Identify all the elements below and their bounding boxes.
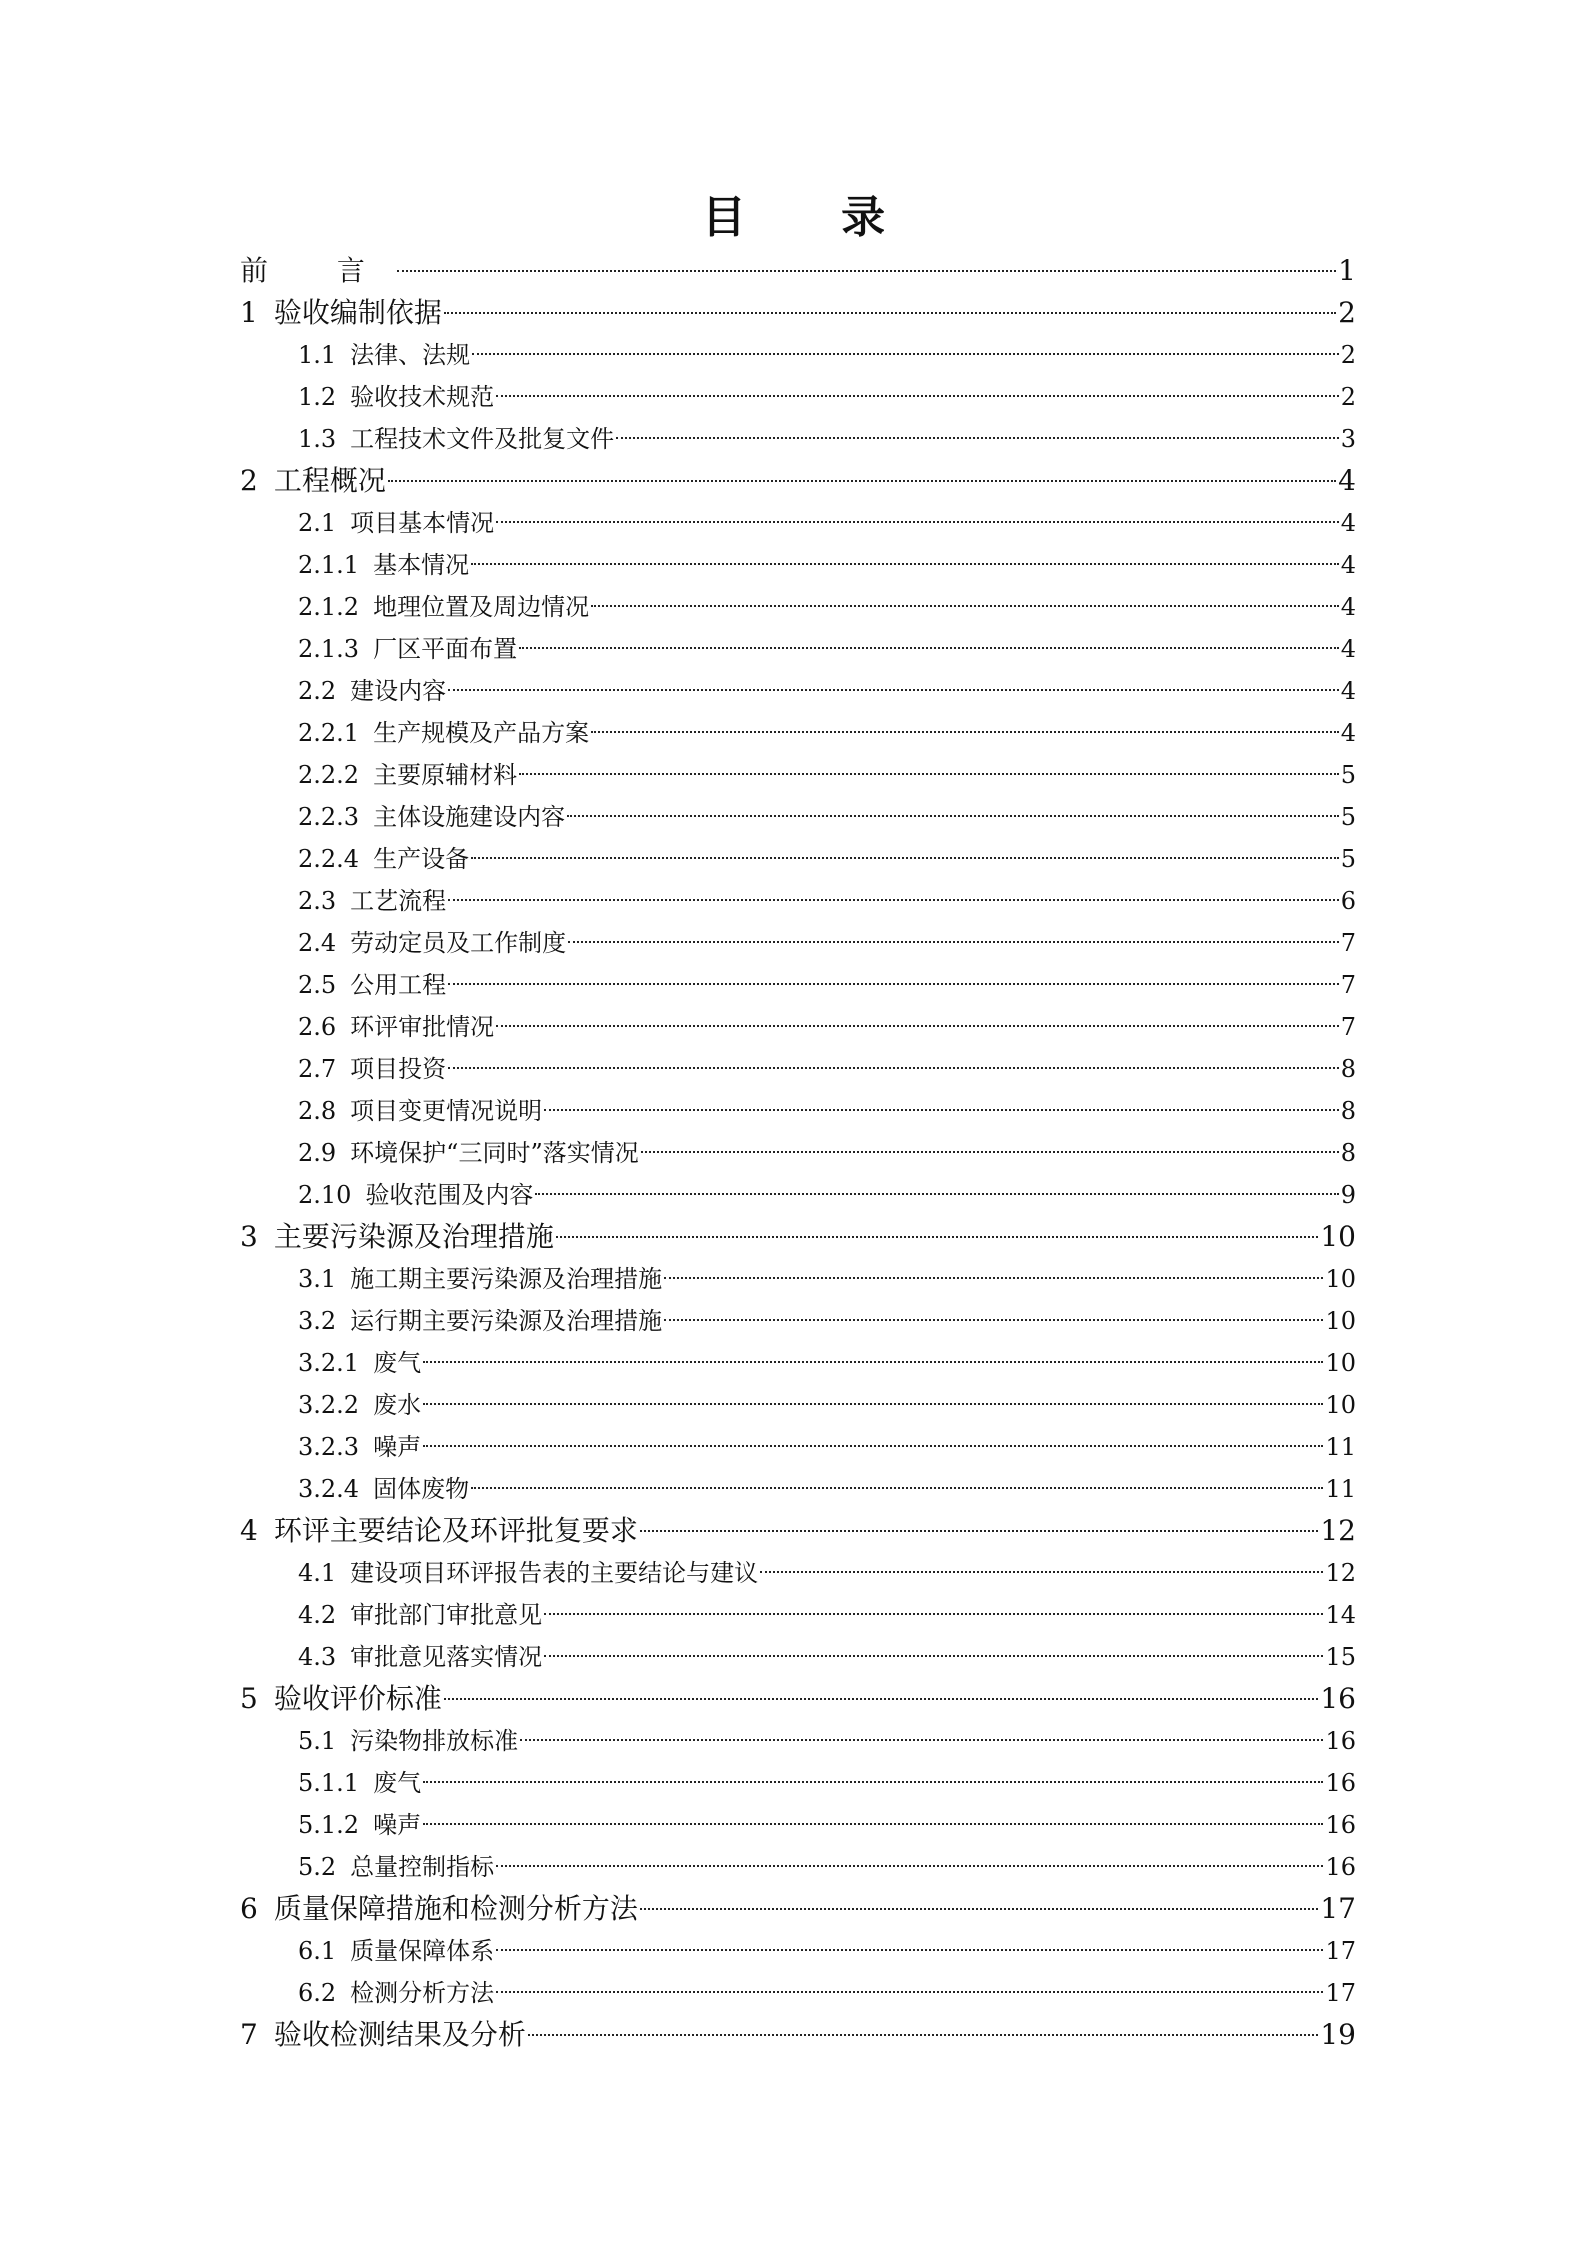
toc-entry[interactable] bbox=[240, 1594, 1356, 1636]
page-title: 目 录 bbox=[701, 192, 926, 243]
toc-entry-page-number: 12 bbox=[1320, 1514, 1356, 1547]
toc-entry-page-number: 14 bbox=[1325, 1601, 1356, 1629]
toc-entry-page-number: 4 bbox=[1340, 635, 1356, 663]
toc-entry-title: 质量保障措施和检测分析方法 bbox=[273, 1892, 638, 1925]
toc-entry[interactable] bbox=[240, 1678, 1356, 1720]
toc-entry-title: 生产设备 bbox=[373, 845, 470, 873]
dot-leader bbox=[496, 1865, 1323, 1867]
toc-entry[interactable] bbox=[240, 1006, 1356, 1048]
dot-leader bbox=[556, 1236, 1319, 1238]
toc-entry[interactable] bbox=[240, 1258, 1356, 1300]
toc-entry-number: 2.10 bbox=[298, 1181, 352, 1209]
dot-leader bbox=[641, 1151, 1339, 1153]
toc-entry-number: 2.2.2 bbox=[298, 761, 360, 789]
toc-entry[interactable] bbox=[240, 544, 1356, 586]
toc-entry-number: 5.1.1 bbox=[298, 1769, 360, 1797]
toc-entry[interactable] bbox=[240, 1636, 1356, 1678]
toc-entry[interactable] bbox=[240, 796, 1356, 838]
toc-entry[interactable] bbox=[240, 334, 1356, 376]
toc-entry-number: 6.1 bbox=[298, 1937, 337, 1965]
toc-entry-page-number: 4 bbox=[1340, 719, 1356, 747]
toc-entry-page-number: 17 bbox=[1320, 1892, 1356, 1925]
toc-entry-page-number: 7 bbox=[1340, 929, 1356, 957]
toc-entry-page-number: 2 bbox=[1340, 341, 1356, 369]
dot-leader bbox=[496, 1025, 1339, 1027]
toc-entry-title: 主要原辅材料 bbox=[373, 761, 518, 789]
toc-entry-page-number: 10 bbox=[1325, 1265, 1356, 1293]
toc-entry-page-number: 8 bbox=[1340, 1097, 1356, 1125]
toc-entry-number: 2.2.4 bbox=[298, 845, 360, 873]
toc-entry-page-number: 12 bbox=[1325, 1559, 1356, 1587]
toc-entry-number: 2.1.1 bbox=[298, 551, 360, 579]
toc-entry-page-number: 2 bbox=[1338, 296, 1356, 329]
toc-entry-title: 验收评价标准 bbox=[273, 1682, 442, 1715]
toc-entry-number: 4.2 bbox=[298, 1601, 337, 1629]
toc-entry-page-number: 19 bbox=[1320, 2018, 1356, 2051]
toc-entry-number: 5.2 bbox=[298, 1853, 337, 1881]
toc-entry[interactable] bbox=[240, 1846, 1356, 1888]
toc-entry[interactable] bbox=[240, 922, 1356, 964]
toc-entry-title: 主体设施建设内容 bbox=[373, 803, 566, 831]
toc-entry-title: 验收编制依据 bbox=[273, 296, 442, 329]
toc-entry-number: 2.1 bbox=[298, 509, 337, 537]
toc-entry-page-number: 4 bbox=[1340, 677, 1356, 705]
toc-entry-title: 审批部门审批意见 bbox=[350, 1601, 543, 1629]
toc-entry-title: 环境保护“三同时”落实情况 bbox=[350, 1139, 639, 1167]
toc-entry[interactable] bbox=[240, 838, 1356, 880]
toc-entry-number: 2 bbox=[240, 464, 258, 497]
table-of-contents bbox=[240, 250, 1356, 2056]
toc-entry-number: 3.1 bbox=[298, 1265, 337, 1293]
toc-entry-number: 2.7 bbox=[298, 1055, 337, 1083]
dot-leader bbox=[567, 815, 1339, 817]
dot-leader bbox=[448, 1067, 1339, 1069]
toc-entry[interactable] bbox=[240, 460, 1356, 502]
toc-entry[interactable] bbox=[240, 1888, 1356, 1930]
toc-entry-number: 3.2.1 bbox=[298, 1349, 360, 1377]
toc-entry-page-number: 6 bbox=[1340, 887, 1356, 915]
toc-entry[interactable] bbox=[240, 1132, 1356, 1174]
dot-leader bbox=[544, 1109, 1339, 1111]
dot-leader bbox=[423, 1361, 1323, 1363]
toc-entry-number: 3.2.4 bbox=[298, 1475, 360, 1503]
toc-entry[interactable] bbox=[240, 1762, 1356, 1804]
toc-entry-number: 1.2 bbox=[298, 383, 337, 411]
toc-entry-page-number: 16 bbox=[1325, 1811, 1356, 1839]
dot-leader bbox=[664, 1277, 1323, 1279]
toc-entry-title: 主要污染源及治理措施 bbox=[273, 1220, 554, 1253]
toc-entry-page-number: 10 bbox=[1325, 1307, 1356, 1335]
toc-entry[interactable] bbox=[240, 2014, 1356, 2056]
toc-entry-page-number: 9 bbox=[1340, 1181, 1356, 1209]
toc-entry-page-number: 2 bbox=[1340, 383, 1356, 411]
toc-entry-title: 验收范围及内容 bbox=[365, 1181, 534, 1209]
toc-entry-number: 3.2 bbox=[298, 1307, 337, 1335]
toc-entry[interactable] bbox=[240, 376, 1356, 418]
toc-entry-title: 运行期主要污染源及治理措施 bbox=[350, 1307, 663, 1335]
toc-entry[interactable] bbox=[240, 1048, 1356, 1090]
toc-entry-number: 1.1 bbox=[298, 341, 337, 369]
dot-leader bbox=[448, 899, 1339, 901]
dot-leader bbox=[423, 1781, 1323, 1783]
toc-entry[interactable] bbox=[240, 712, 1356, 754]
toc-entry[interactable] bbox=[240, 1510, 1356, 1552]
toc-entry-page-number: 1 bbox=[1338, 254, 1356, 287]
toc-entry-number: 2.1.2 bbox=[298, 593, 360, 621]
toc-entry-page-number: 5 bbox=[1340, 845, 1356, 873]
toc-entry-title: 工程概况 bbox=[273, 464, 386, 497]
dot-leader bbox=[616, 437, 1339, 439]
toc-entry-page-number: 10 bbox=[1325, 1349, 1356, 1377]
toc-entry[interactable] bbox=[240, 1300, 1356, 1342]
toc-entry-page-number: 11 bbox=[1325, 1475, 1356, 1503]
toc-entry-title: 建设项目环评报告表的主要结论与建议 bbox=[350, 1559, 759, 1587]
dot-leader bbox=[472, 353, 1339, 355]
toc-entry-title: 公用工程 bbox=[350, 971, 447, 999]
dot-leader bbox=[397, 270, 1336, 272]
toc-entry-title: 施工期主要污染源及治理措施 bbox=[350, 1265, 663, 1293]
toc-entry-number: 3.2.3 bbox=[298, 1433, 360, 1461]
toc-entry-number: 4 bbox=[240, 1514, 258, 1547]
dot-leader bbox=[760, 1571, 1323, 1573]
toc-entry-number: 3 bbox=[240, 1220, 258, 1253]
toc-entry[interactable] bbox=[240, 1090, 1356, 1132]
dot-leader bbox=[423, 1823, 1323, 1825]
toc-entry[interactable] bbox=[240, 880, 1356, 922]
dot-leader bbox=[471, 857, 1339, 859]
dot-leader bbox=[444, 1698, 1319, 1700]
toc-entry-title: 工艺流程 bbox=[350, 887, 447, 915]
toc-entry[interactable] bbox=[240, 1468, 1356, 1510]
dot-leader bbox=[640, 1530, 1319, 1532]
toc-entry-page-number: 10 bbox=[1320, 1220, 1356, 1253]
toc-entry-title: 污染物排放标准 bbox=[350, 1727, 519, 1755]
toc-entry-number: 2.6 bbox=[298, 1013, 337, 1041]
toc-entry-title: 验收技术规范 bbox=[350, 383, 495, 411]
toc-entry-title: 环评审批情况 bbox=[350, 1013, 495, 1041]
toc-entry-title: 地理位置及周边情况 bbox=[373, 593, 590, 621]
toc-entry-title: 质量保障体系 bbox=[350, 1937, 495, 1965]
toc-entry-title: 前 言 bbox=[240, 254, 395, 287]
toc-entry-title: 环评主要结论及环评批复要求 bbox=[273, 1514, 638, 1547]
toc-entry-page-number: 17 bbox=[1325, 1979, 1356, 2007]
toc-entry-number: 4.1 bbox=[298, 1559, 337, 1587]
toc-entry[interactable] bbox=[240, 754, 1356, 796]
toc-entry-number: 1 bbox=[240, 296, 258, 329]
dot-leader bbox=[448, 983, 1339, 985]
toc-entry-page-number: 16 bbox=[1325, 1853, 1356, 1881]
toc-entry-number: 7 bbox=[240, 2018, 258, 2051]
toc-entry-title: 项目投资 bbox=[350, 1055, 447, 1083]
dot-leader bbox=[496, 1949, 1323, 1951]
toc-entry-title: 劳动定员及工作制度 bbox=[350, 929, 567, 957]
dot-leader bbox=[423, 1445, 1323, 1447]
toc-entry-number: 6.2 bbox=[298, 1979, 337, 2007]
toc-entry[interactable] bbox=[240, 1720, 1356, 1762]
toc-entry[interactable] bbox=[240, 1972, 1356, 2014]
dot-leader bbox=[496, 395, 1339, 397]
toc-entry[interactable] bbox=[240, 1552, 1356, 1594]
dot-leader bbox=[448, 689, 1339, 691]
dot-leader bbox=[568, 941, 1339, 943]
toc-entry-page-number: 5 bbox=[1340, 803, 1356, 831]
toc-entry[interactable] bbox=[240, 1426, 1356, 1468]
toc-entry-page-number: 8 bbox=[1340, 1139, 1356, 1167]
toc-entry[interactable] bbox=[240, 1804, 1356, 1846]
toc-entry-page-number: 11 bbox=[1325, 1433, 1356, 1461]
toc-entry-title: 总量控制指标 bbox=[350, 1853, 495, 1881]
toc-entry-number: 4.3 bbox=[298, 1643, 337, 1671]
dot-leader bbox=[528, 2034, 1319, 2036]
toc-entry-title: 废水 bbox=[373, 1391, 422, 1419]
toc-entry-number: 5 bbox=[240, 1682, 258, 1715]
toc-entry-title: 项目基本情况 bbox=[350, 509, 495, 537]
toc-entry-title: 工程技术文件及批复文件 bbox=[350, 425, 615, 453]
toc-entry-number: 5.1 bbox=[298, 1727, 337, 1755]
dot-leader bbox=[519, 647, 1339, 649]
toc-entry-number: 2.4 bbox=[298, 929, 337, 957]
toc-entry[interactable] bbox=[240, 1216, 1356, 1258]
toc-entry[interactable] bbox=[240, 1342, 1356, 1384]
dot-leader bbox=[496, 1991, 1323, 1993]
dot-leader bbox=[496, 521, 1339, 523]
toc-entry-page-number: 16 bbox=[1320, 1682, 1356, 1715]
toc-entry-number: 1.3 bbox=[298, 425, 337, 453]
toc-entry[interactable] bbox=[240, 670, 1356, 712]
toc-entry-page-number: 4 bbox=[1340, 593, 1356, 621]
toc-entry-page-number: 16 bbox=[1325, 1727, 1356, 1755]
toc-entry-page-number: 4 bbox=[1340, 551, 1356, 579]
toc-entry[interactable] bbox=[240, 1384, 1356, 1426]
toc-entry-title: 废气 bbox=[373, 1769, 422, 1797]
toc-entry[interactable] bbox=[240, 586, 1356, 628]
toc-entry-number: 2.5 bbox=[298, 971, 337, 999]
toc-entry-title: 噪声 bbox=[373, 1433, 422, 1461]
toc-entry-title: 生产规模及产品方案 bbox=[373, 719, 590, 747]
toc-entry-title: 噪声 bbox=[373, 1811, 422, 1839]
toc-entry-page-number: 15 bbox=[1325, 1643, 1356, 1671]
toc-entry-number: 2.2 bbox=[298, 677, 337, 705]
toc-entry-number: 5.1.2 bbox=[298, 1811, 360, 1839]
dot-leader bbox=[519, 773, 1339, 775]
toc-entry-page-number: 5 bbox=[1340, 761, 1356, 789]
dot-leader bbox=[535, 1193, 1338, 1195]
toc-entry[interactable] bbox=[240, 1174, 1356, 1216]
toc-entry[interactable] bbox=[240, 502, 1356, 544]
dot-leader bbox=[591, 605, 1339, 607]
toc-entry-number: 2.8 bbox=[298, 1097, 337, 1125]
toc-entry-page-number: 17 bbox=[1325, 1937, 1356, 1965]
dot-leader bbox=[520, 1739, 1323, 1741]
toc-entry-number: 2.2.1 bbox=[298, 719, 360, 747]
toc-entry-page-number: 7 bbox=[1340, 1013, 1356, 1041]
dot-leader bbox=[444, 312, 1336, 314]
dot-leader bbox=[544, 1655, 1323, 1657]
toc-entry-title: 项目变更情况说明 bbox=[350, 1097, 543, 1125]
toc-entry-title: 建设内容 bbox=[350, 677, 447, 705]
toc-entry[interactable] bbox=[240, 292, 1356, 334]
toc-entry-page-number: 7 bbox=[1340, 971, 1356, 999]
toc-entry-number: 2.9 bbox=[298, 1139, 337, 1167]
toc-entry[interactable] bbox=[240, 628, 1356, 670]
toc-entry-title: 检测分析方法 bbox=[350, 1979, 495, 2007]
toc-entry-number: 3.2.2 bbox=[298, 1391, 360, 1419]
toc-entry-number: 2.1.3 bbox=[298, 635, 360, 663]
toc-entry[interactable] bbox=[240, 418, 1356, 460]
toc-entry-title: 厂区平面布置 bbox=[373, 635, 518, 663]
dot-leader bbox=[591, 731, 1339, 733]
toc-entry-title: 固体废物 bbox=[373, 1475, 470, 1503]
toc-entry-page-number: 3 bbox=[1340, 425, 1356, 453]
dot-leader bbox=[423, 1403, 1323, 1405]
toc-entry-page-number: 10 bbox=[1325, 1391, 1356, 1419]
toc-entry-title: 基本情况 bbox=[373, 551, 470, 579]
toc-entry-page-number: 4 bbox=[1338, 464, 1356, 497]
toc-entry-title: 法律、法规 bbox=[350, 341, 471, 369]
toc-entry[interactable] bbox=[240, 964, 1356, 1006]
toc-entry-page-number: 16 bbox=[1325, 1769, 1356, 1797]
toc-entry-title: 废气 bbox=[373, 1349, 422, 1377]
toc-entry-page-number: 8 bbox=[1340, 1055, 1356, 1083]
dot-leader bbox=[640, 1908, 1319, 1910]
toc-entry[interactable] bbox=[240, 250, 1356, 292]
toc-entry-number: 2.2.3 bbox=[298, 803, 360, 831]
toc-entry[interactable] bbox=[240, 1930, 1356, 1972]
dot-leader bbox=[471, 1487, 1323, 1489]
toc-entry-page-number: 4 bbox=[1340, 509, 1356, 537]
toc-entry-number: 6 bbox=[240, 1892, 258, 1925]
toc-entry-title: 验收检测结果及分析 bbox=[273, 2018, 526, 2051]
toc-entry-number: 2.3 bbox=[298, 887, 337, 915]
toc-entry-title: 审批意见落实情况 bbox=[350, 1643, 543, 1671]
dot-leader bbox=[664, 1319, 1323, 1321]
dot-leader bbox=[544, 1613, 1323, 1615]
dot-leader bbox=[388, 480, 1336, 482]
dot-leader bbox=[471, 563, 1339, 565]
